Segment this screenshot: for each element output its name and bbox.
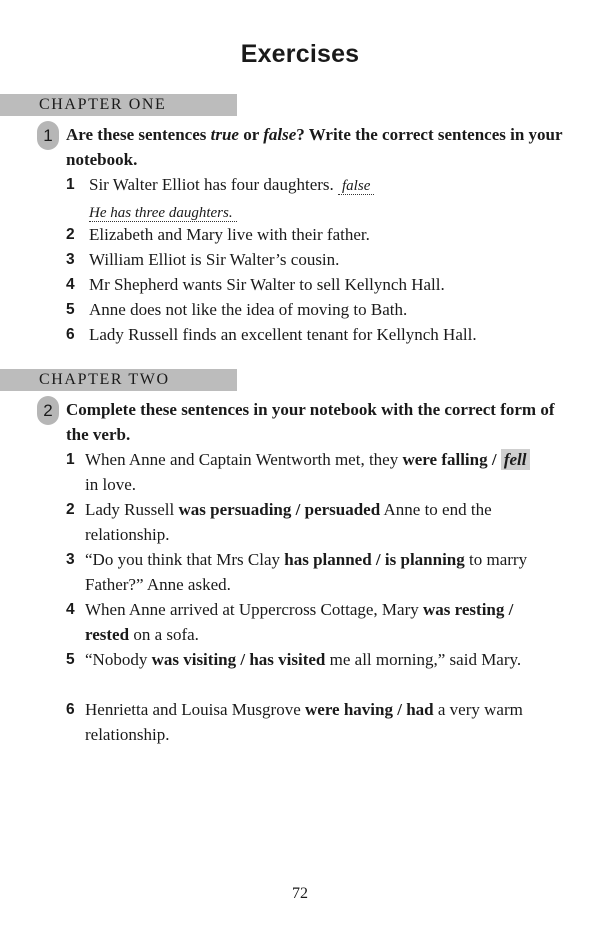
item-text: Sir Walter Elliot has four daughters. (89, 175, 334, 194)
item-number: 3 (66, 251, 75, 268)
exercise-1-item (66, 322, 546, 347)
item-text: Lady Russell finds an excellent tenant for Kellynch Hall. (89, 325, 477, 344)
item-number: 3 (66, 551, 75, 568)
item-text: “Do you think that Mrs Clay (85, 550, 285, 569)
exercise-1-item (66, 222, 546, 247)
item-text: Lady Russell (85, 500, 179, 519)
chapter-two-heading: CHAPTER TWO (0, 369, 237, 391)
item-number: 2 (66, 226, 75, 243)
item-text: Anne does not like the idea of moving to Bath. (89, 300, 408, 319)
page-number: 72 (292, 885, 308, 902)
item-number: 4 (66, 601, 75, 618)
highlighted-answer: fell (501, 449, 530, 470)
item-number: 4 (66, 276, 75, 293)
item-text: Elizabeth and Mary live with their father. (89, 225, 370, 244)
item-number: 5 (66, 651, 75, 668)
item-text: Henrietta and Louisa Musgrove (85, 700, 305, 719)
item-text: on a sofa. (129, 625, 199, 644)
chapter-one-heading: CHAPTER ONE (0, 94, 237, 116)
exercise-1-item (66, 172, 546, 226)
verb-choice: were falling / (402, 450, 501, 469)
verb-choice: was visiting / has visited (151, 650, 326, 669)
exercise-2-item (66, 447, 546, 497)
exercise-2-item (66, 547, 546, 597)
page-title: Exercises (240, 40, 360, 68)
verb-choice: were having / had (305, 700, 434, 719)
item-text: in love. (85, 475, 136, 494)
item-number: 6 (66, 701, 75, 718)
exercise-2-item (66, 597, 546, 647)
verb-choice: was resting / rested (85, 600, 514, 644)
item-text: When Anne arrived at Uppercross Cottage, Mary (85, 600, 423, 619)
exercise-2-item (66, 697, 546, 747)
item-number: 6 (66, 326, 75, 343)
exercise-2-item (66, 497, 546, 547)
item-number: 1 (66, 451, 75, 468)
item-text: William Elliot is Sir Walter’s cousin. (89, 250, 340, 269)
item-number: 2 (66, 501, 75, 518)
item-number: 5 (66, 301, 75, 318)
exercise-2-number-badge: 2 (37, 396, 59, 425)
instruction-false-word: false (263, 125, 297, 144)
handwritten-answer: false (338, 178, 374, 195)
item-text: to marry Father?” Anne asked. (85, 550, 528, 594)
handwritten-correction: He has three daughters. (89, 205, 237, 222)
exercise-2-instruction: Complete these sentences in your notebook with the correct form of the verb. (66, 400, 555, 444)
item-text: me all morning,” said Mary. (325, 650, 522, 669)
item-text: Anne to end the relationship. (85, 500, 492, 544)
instruction-text: ? Write the correct sentences in your notebook. (66, 125, 563, 169)
instruction-text: Are these sentences (66, 125, 211, 144)
verb-choice: has planned / is planning (284, 550, 465, 569)
item-text: When Anne and Captain Wentworth met, they (85, 450, 403, 469)
verb-choice: was persuading / persuaded (178, 500, 381, 519)
item-text: a very warm relationship. (85, 700, 523, 744)
exercise-1-instruction (66, 122, 566, 172)
exercise-1-item (66, 272, 546, 297)
item-number: 1 (66, 176, 75, 193)
item-text: “Nobody (85, 650, 152, 669)
exercise-1-number-badge: 1 (37, 121, 59, 150)
exercise-1-item (66, 297, 546, 322)
instruction-text: or (238, 125, 264, 144)
item-text: Mr Shepherd wants Sir Walter to sell Kellynch Hall. (89, 275, 445, 294)
instruction-true-word: true (210, 125, 239, 144)
exercise-1-item (66, 247, 546, 272)
exercise-2-item (66, 647, 546, 672)
